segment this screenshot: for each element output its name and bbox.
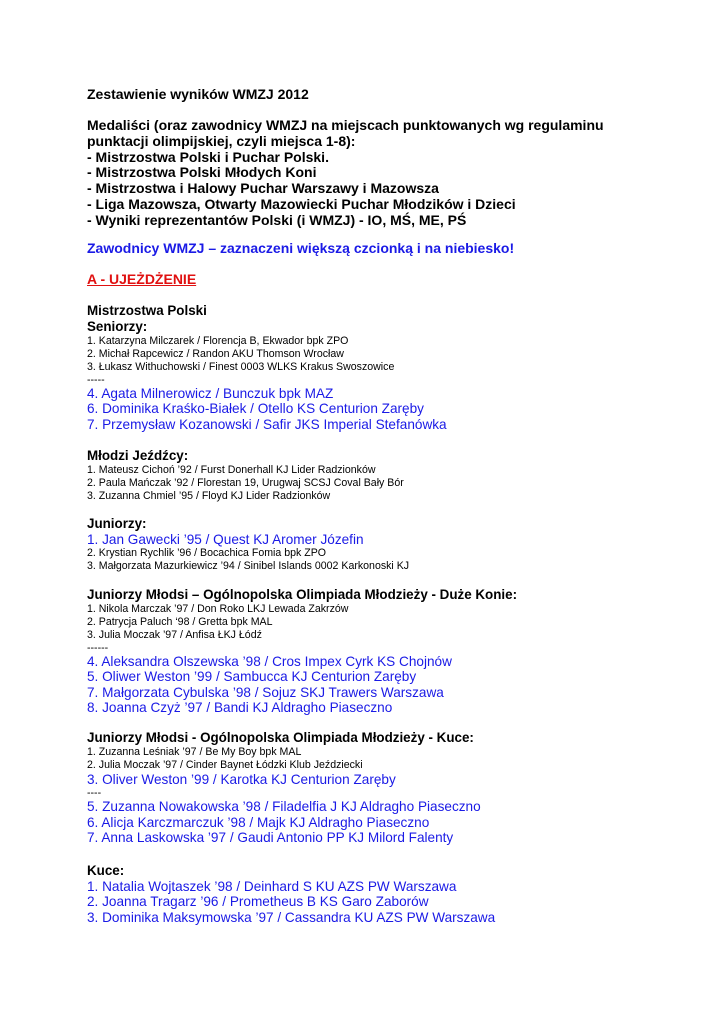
- wmzj-result-line: 7. Przemysław Kozanowski / Safir JKS Imperial Stefanówka: [87, 416, 447, 432]
- intro-line: - Mistrzostwa i Halowy Puchar Warszawy i Mazowsza: [87, 180, 439, 197]
- category-heading-juniors: Juniorzy:: [87, 516, 147, 531]
- wmzj-result-line: 6. Alicja Karczmarczuk ’98 / Majk KJ Aldragho Piaseczno: [87, 814, 430, 830]
- separator: -----: [87, 374, 105, 386]
- result-line: 1. Katarzyna Milczarek / Florencja B, Ekwador bpk ZPO: [87, 335, 349, 347]
- result-line: 3. Łukasz Withuchowski / Finest 0003 WLKS Krakus Swoszowice: [87, 361, 395, 373]
- intro-line: - Liga Mazowsza, Otwarty Mazowiecki Puchar Młodzików i Dzieci: [87, 195, 516, 212]
- wmzj-result-line: 5. Oliwer Weston ’99 / Sambucca KJ Centurion Zaręby: [87, 669, 417, 685]
- legend-note: Zawodnicy WMZJ – zaznaczeni większą czcionką i na niebiesko!: [87, 240, 515, 256]
- wmzj-result-line: 2. Joanna Tragarz ’96 / Prometheus B KS Garo Zaborów: [87, 894, 429, 910]
- wmzj-result-line: 5. Zuzanna Nowakowska ’98 / Filadelfia J KJ Aldragho Piaseczno: [87, 799, 481, 815]
- category-heading-seniors: Seniorzy:: [87, 319, 148, 334]
- result-line: 2. Patrycja Paluch ‘98 / Gretta bpk MAL: [87, 616, 273, 628]
- young-riders-block: [87, 448, 404, 503]
- result-line: 3. Zuzanna Chmiel ’95 / Floyd KJ Lider Radzionków: [87, 490, 331, 502]
- wmzj-result-line: 8. Joanna Czyż ’97 / Bandi KJ Aldragho Piaseczno: [87, 699, 393, 715]
- category-heading-young-riders: Młodzi Jeźdźcy:: [87, 448, 189, 463]
- result-line: 3. Małgorzata Mazurkiewicz ’94 / Sinibel Islands 0002 Karkonoski KJ: [87, 560, 410, 573]
- juniors-block: [87, 516, 409, 573]
- intro-line: - Mistrzostwa Polski Młodych Koni: [87, 164, 317, 181]
- intro-paragraph: [87, 118, 604, 229]
- result-line: 3. Julia Moczak ’97 / Anfisa ŁKJ Łódź: [87, 629, 262, 641]
- wmzj-result-line: 6. Dominika Kraśko-Białek / Otello KS Centurion Zaręby: [87, 401, 424, 417]
- result-line: 1. Nikola Marczak ’97 / Don Roko LKJ Lewada Zakrzów: [87, 603, 349, 615]
- wmzj-result-line: 1. Natalia Wojtaszek ’98 / Deinhard S KU AZS PW Warszawa: [87, 879, 457, 894]
- wmzj-result-line: 4. Agata Milnerowicz / Bunczuk bpk MAZ: [87, 386, 334, 401]
- result-line: 2. Paula Mańczak ’92 / Florestan 19, Urugwaj SCSJ Coval Bały Bór: [87, 477, 404, 489]
- wmzj-result-line: 7. Anna Laskowska ’97 / Gaudi Antonio PP KJ Milord Falenty: [87, 829, 454, 845]
- result-line: 1. Zuzanna Leśniak ’97 / Be My Boy bpk MAL: [87, 746, 302, 758]
- young-juniors-ponies-block: [87, 730, 481, 845]
- wmzj-result-line: 7. Małgorzata Cybulska ’98 / Sojuz SKJ Trawers Warszawa: [87, 684, 444, 700]
- result-line: 1. Mateusz Cichoń ’92 / Furst Donerhall KJ Lider Radzionków: [87, 464, 376, 476]
- separator: ----: [87, 787, 102, 800]
- separator: ------: [87, 642, 109, 654]
- wmzj-result-line: 3. Dominika Maksymowska ’97 / Cassandra KU AZS PW Warszawa: [87, 909, 496, 925]
- young-juniors-horses-block: [87, 587, 517, 715]
- intro-line: - Wyniki reprezentantów Polski (i WMZJ) - IO, MŚ, ME, PŚ: [87, 211, 467, 228]
- category-heading-young-juniors-horses: Juniorzy Młodsi – Ogólnopolska Olimpiada Młodzieży - Duże Konie:: [87, 587, 518, 602]
- result-line: 2. Krystian Rychlik ’96 / Bocachica Fomia bpk ZPO: [87, 547, 327, 560]
- wmzj-result-line: 4. Aleksandra Olszewska ’98 / Cros Impex Cyrk KS Chojnów: [87, 654, 452, 669]
- result-line: 2. Michał Rapcewicz / Randon AKU Thomson Wrocław: [87, 348, 344, 360]
- intro-line: punktacji olimpijskiej, czyli miejsca 1-8):: [87, 132, 356, 149]
- seniors-block: [87, 303, 447, 432]
- section-heading-dressage: A - UJEŻDŻENIE: [87, 271, 197, 287]
- result-line: 2. Julia Moczak ’97 / Cinder Baynet Łódzki Klub Jeździecki: [87, 759, 363, 771]
- document-title: Zestawienie wyników WMZJ 2012: [87, 86, 309, 102]
- intro-line: - Mistrzostwa Polski i Puchar Polski.: [87, 148, 329, 165]
- wmzj-result-line: 3. Oliver Weston ’99 / Karotka KJ Centurion Zaręby: [87, 772, 396, 787]
- wmzj-result-line: 1. Jan Gawecki ’95 / Quest KJ Aromer Józefin: [87, 532, 364, 547]
- category-heading-ponies: Kuce:: [87, 863, 125, 878]
- category-heading-young-juniors-ponies: Juniorzy Młodsi - Ogólnopolska Olimpiada Młodzieży - Kuce:: [87, 730, 474, 745]
- ponies-block: [87, 863, 495, 925]
- championship-heading: Mistrzostwa Polski: [87, 303, 207, 318]
- intro-line: Medaliści (oraz zawodnicy WMZJ na miejscach punktowanych wg regulaminu: [87, 117, 604, 133]
